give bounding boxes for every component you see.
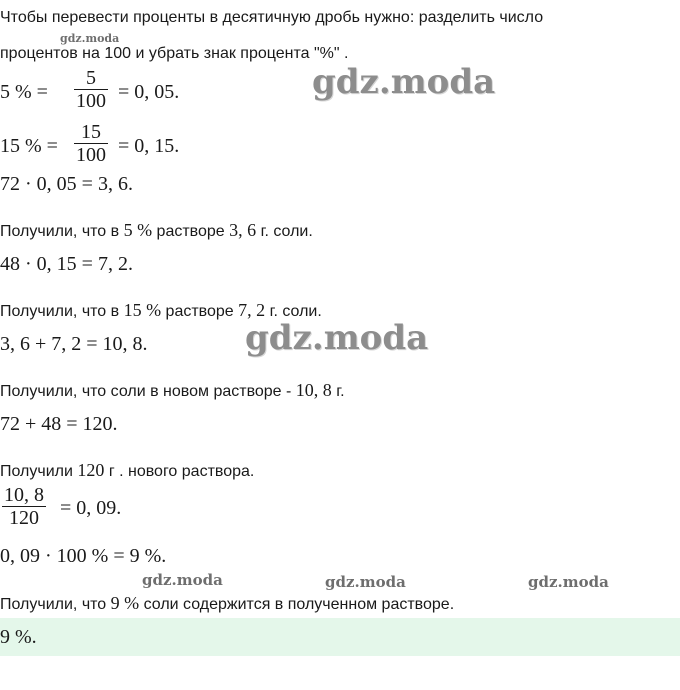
equation-5: 3, 6 + 7, 2 = 10, 8. [0, 333, 148, 355]
fraction-denominator: 100 [76, 144, 106, 166]
watermark-logo: gdz.moda [528, 573, 609, 591]
result-text: Получили [0, 463, 78, 480]
answer-value: 9 %. [0, 626, 37, 648]
intro-line-2: процентов на 100 и убрать знак процента "%" . [0, 45, 349, 62]
result-text: г. соли. [265, 303, 322, 320]
result-value: 7, 2 [238, 300, 266, 320]
fraction-denominator: 120 [2, 506, 46, 529]
answer-box [0, 618, 680, 656]
result-line-3 [0, 378, 345, 404]
equation-3: 72 · 0, 05 = 3, 6. [0, 173, 133, 195]
equation-8: 0, 09 · 100 % = 9 %. [0, 545, 167, 567]
intro-line-1: Чтобы перевести проценты в десятичную дробь нужно: разделить число [0, 9, 544, 26]
equation-1-fraction [74, 67, 108, 112]
result-line-4 [0, 458, 254, 484]
fraction-numerator: 5 [86, 67, 96, 89]
equation-2-fraction [74, 121, 108, 166]
watermark-logo: gdz.moda [142, 571, 223, 589]
result-text: г . нового раствора. [104, 463, 255, 480]
result-text: растворе [152, 223, 230, 240]
result-value: 120 [77, 460, 105, 480]
watermark-logo: gdz.moda [245, 318, 429, 358]
result-percent: 15 % [123, 300, 162, 320]
result-text: г. соли. [256, 223, 313, 240]
result-text: Получили, что в [0, 303, 124, 320]
equation-2-rhs: = 0, 15. [118, 135, 180, 157]
equation-7-fraction [2, 484, 46, 529]
result-text: Получили, что соли в новом растворе - [0, 383, 296, 400]
watermark-logo: gdz.moda [312, 62, 496, 102]
fraction-numerator: 15 [81, 121, 101, 143]
result-value: 10, 8 [295, 380, 332, 400]
equation-4: 48 · 0, 15 = 7, 2. [0, 253, 133, 275]
equation-6: 72 + 48 = 120. [0, 413, 118, 435]
watermark-logo: gdz.moda [325, 573, 406, 591]
equation-1-rhs: = 0, 05. [118, 81, 180, 103]
result-line-1 [0, 218, 313, 244]
result-percent: 5 % [123, 220, 153, 240]
result-value: 3, 6 [229, 220, 257, 240]
equation-7-rhs: = 0, 09. [60, 497, 122, 519]
fraction-numerator: 10, 8 [4, 484, 44, 506]
result-text: Получили, что в [0, 223, 124, 240]
result-text: г. [331, 383, 345, 400]
result-text: соли содержится в полученном растворе. [139, 596, 455, 613]
fraction-denominator: 100 [76, 90, 106, 112]
result-text: растворе [161, 303, 239, 320]
result-text: Получили, что [0, 596, 111, 613]
result-line-5 [0, 591, 454, 617]
watermark-logo: gdz.moda [60, 32, 120, 45]
result-percent: 9 % [110, 593, 140, 613]
equation-2-lhs: 15 % = [0, 135, 58, 157]
equation-1-lhs: 5 % = [0, 81, 48, 103]
